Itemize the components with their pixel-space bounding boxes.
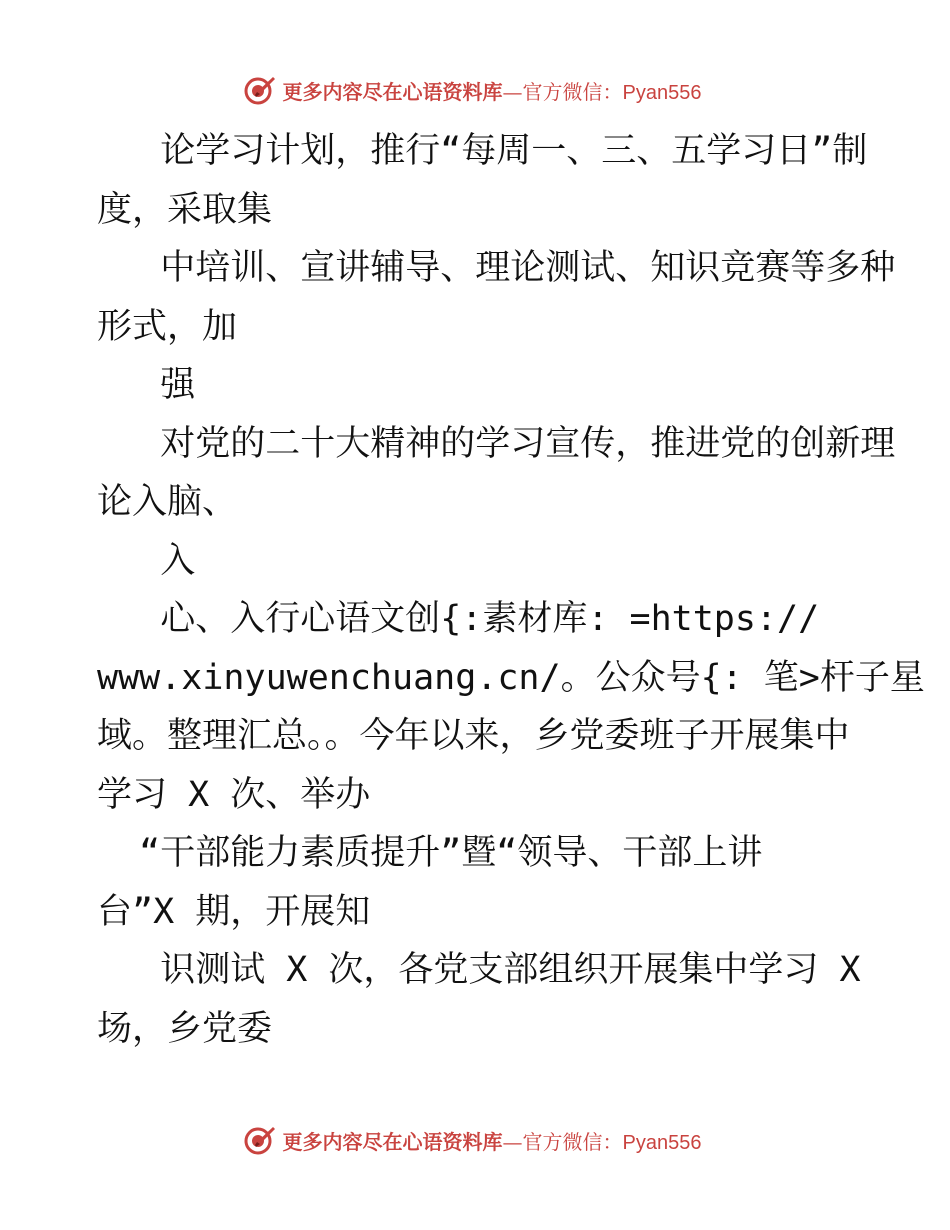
footer-site-text: 更多内容尽在心语资料库	[282, 1129, 503, 1154]
body-line: 入	[97, 540, 196, 581]
body-line: 学习 X 次、举办	[97, 774, 371, 815]
header-separator: —	[502, 79, 523, 104]
body-line: 中培训、宣讲辅导、理论测试、知识竞赛等多种	[97, 248, 896, 288]
body-line: “干部能力素质提升”暨“领导、干部上讲	[97, 833, 763, 873]
footer-banner-inner	[243, 1123, 702, 1157]
body-line: 场，乡党委	[97, 1008, 273, 1049]
body-line: 论入脑、	[97, 482, 238, 522]
body-line: 强	[97, 365, 196, 405]
header-banner-text	[283, 76, 702, 105]
header-wechat-label: 官方微信：	[522, 79, 623, 104]
body-line: www.xinyuwenchuang.cn/。公众号{: 笔>杆子星	[97, 657, 925, 698]
document-body	[97, 122, 925, 1058]
body-line: 形式，加	[97, 306, 238, 347]
footer-banner	[0, 1120, 950, 1160]
body-line: 心、入行心语文创{:素材库: =https://	[97, 599, 820, 639]
footer-wechat-id: Pyan556	[622, 1131, 702, 1154]
footer-separator: —	[502, 1129, 523, 1154]
header-banner-inner	[243, 73, 702, 107]
footer-banner-text	[283, 1126, 702, 1155]
header-site-text: 更多内容尽在心语资料库	[282, 79, 503, 104]
body-line: 域。整理汇总。。今年以来，乡党委班子开展集中	[97, 716, 850, 756]
header-banner	[0, 70, 950, 110]
pen-logo-icon	[243, 73, 277, 107]
body-line: 论学习计划，推行“每周一、三、五学习日”制	[97, 131, 868, 171]
body-line: 对党的二十大精神的学习宣传，推进党的创新理	[97, 423, 896, 464]
pen-logo-icon	[243, 1123, 277, 1157]
body-line: 台”X 期，开展知	[97, 891, 371, 932]
body-line: 度，采取集	[97, 189, 273, 230]
body-line: 识测试 X 次，各党支部组织开展集中学习 X	[97, 950, 861, 990]
header-wechat-id: Pyan556	[622, 81, 702, 104]
footer-wechat-label: 官方微信：	[522, 1129, 623, 1154]
